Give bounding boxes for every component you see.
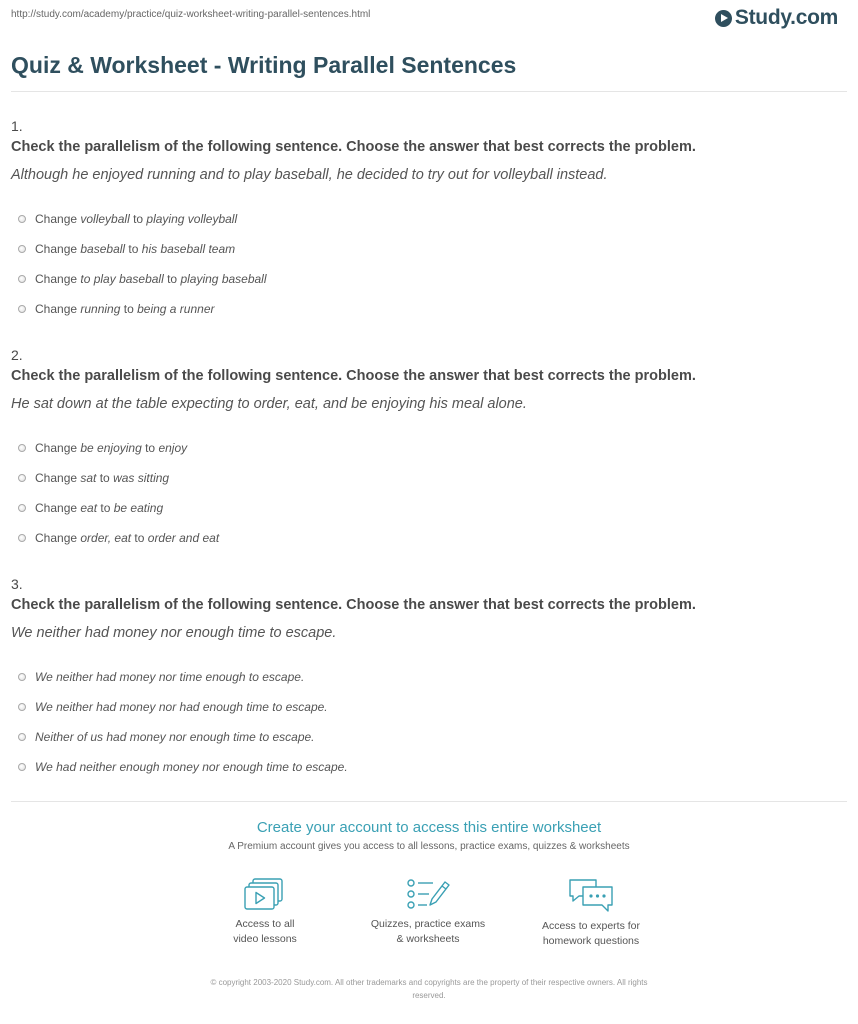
- quiz-list-icon: [406, 877, 450, 911]
- answer-text: Change to play baseball to playing baseball: [35, 272, 267, 286]
- logo-text: Study.com: [734, 6, 838, 29]
- radio-button[interactable]: [18, 215, 26, 223]
- radio-button[interactable]: [18, 275, 26, 283]
- answer-option[interactable]: [11, 264, 847, 294]
- copyright-notice: © copyright 2003-2020 Study.com. All other trademarks and copyrights are the property of their respective owners. All rights reserved.: [210, 978, 648, 1000]
- answer-text: Change running to being a runner: [35, 302, 215, 316]
- answer-option[interactable]: [11, 722, 847, 752]
- title-divider: [11, 91, 847, 92]
- radio-button[interactable]: [18, 673, 26, 681]
- answer-list: [11, 662, 847, 782]
- answer-list: [11, 204, 847, 324]
- play-icon: [715, 10, 732, 27]
- answer-text: Change order, eat to order and eat: [35, 531, 220, 545]
- answer-option[interactable]: [11, 463, 847, 493]
- feature-label: Access to experts for homework questions: [541, 920, 641, 947]
- chat-bubbles-icon: [567, 877, 615, 913]
- feature-experts: [521, 877, 661, 949]
- answer-text: Change eat to be eating: [35, 501, 164, 515]
- answer-option[interactable]: [11, 433, 847, 463]
- question-2: [11, 347, 847, 553]
- question-sentence: Although he enjoyed running and to play baseball, he decided to try out for volleyball instead.: [11, 167, 608, 183]
- video-lessons-icon: [244, 877, 286, 911]
- question-number: 1.: [11, 118, 23, 134]
- answer-option[interactable]: [11, 294, 847, 324]
- feature-video-lessons: [195, 877, 335, 947]
- answer-text: We neither had money nor time enough to escape.: [35, 670, 305, 684]
- question-prompt: Check the parallelism of the following sentence. Choose the answer that best corrects the problem.: [11, 597, 696, 613]
- study-logo[interactable]: [715, 6, 838, 30]
- answer-option[interactable]: [11, 204, 847, 234]
- question-sentence: We neither had money nor enough time to escape.: [11, 625, 337, 641]
- answer-option[interactable]: [11, 234, 847, 264]
- answer-option[interactable]: [11, 523, 847, 553]
- answer-text: Change sat to was sitting: [35, 471, 170, 485]
- radio-button[interactable]: [18, 474, 26, 482]
- answer-option[interactable]: [11, 692, 847, 722]
- answer-text: Change baseball to his baseball team: [35, 242, 236, 256]
- feature-quizzes: [358, 877, 498, 947]
- footer-divider: [11, 801, 847, 802]
- answer-text: We had neither enough money nor enough time to escape.: [35, 760, 348, 774]
- radio-button[interactable]: [18, 245, 26, 253]
- question-3: [11, 576, 847, 782]
- answer-option[interactable]: [11, 493, 847, 523]
- radio-button[interactable]: [18, 703, 26, 711]
- question-sentence: He sat down at the table expecting to order, eat, and be enjoying his meal alone.: [11, 396, 527, 412]
- answer-list: [11, 433, 847, 553]
- question-prompt: Check the parallelism of the following sentence. Choose the answer that best corrects the problem.: [11, 139, 696, 155]
- answer-text: We neither had money nor had enough time to escape.: [35, 700, 328, 714]
- question-1: [11, 118, 847, 324]
- question-number: 2.: [11, 347, 23, 363]
- radio-button[interactable]: [18, 733, 26, 741]
- answer-option[interactable]: [11, 662, 847, 692]
- radio-button[interactable]: [18, 534, 26, 542]
- page-url: http://study.com/academy/practice/quiz-worksheet-writing-parallel-sentences.html: [11, 9, 371, 20]
- question-prompt: Check the parallelism of the following sentence. Choose the answer that best corrects the problem.: [11, 368, 696, 384]
- page-title: Quiz & Worksheet - Writing Parallel Sentences: [11, 52, 517, 78]
- radio-button[interactable]: [18, 763, 26, 771]
- feature-label: Quizzes, practice exams & worksheets: [370, 918, 486, 945]
- cta-subtitle: A Premium account gives you access to all lessons, practice exams, quizzes & worksheets: [228, 841, 630, 852]
- question-number: 3.: [11, 576, 23, 592]
- radio-button[interactable]: [18, 444, 26, 452]
- answer-text: Change be enjoying to enjoy: [35, 441, 188, 455]
- cta-title[interactable]: Create your account to access this entire worksheet: [256, 819, 602, 836]
- answer-text: Change volleyball to playing volleyball: [35, 212, 238, 226]
- radio-button[interactable]: [18, 305, 26, 313]
- answer-option[interactable]: [11, 752, 847, 782]
- feature-label: Access to all video lessons: [233, 918, 297, 945]
- answer-text: Neither of us had money nor enough time to escape.: [35, 730, 315, 744]
- radio-button[interactable]: [18, 504, 26, 512]
